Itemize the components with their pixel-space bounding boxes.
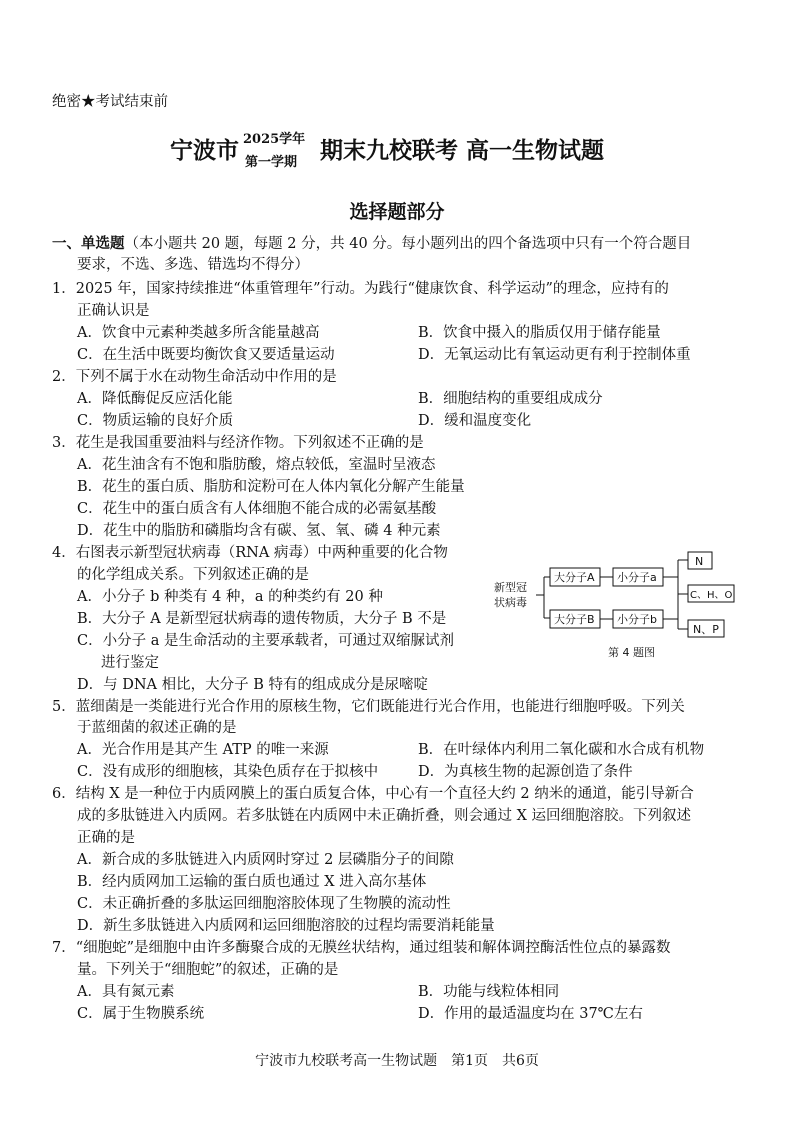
q5-option-b: B．在叶绿体内利用二氧化碳和水合成有机物 <box>418 742 705 758</box>
q6-stem-line1: 6．结构 X 是一种位于内质网膜上的蛋白质复合体，中心有一个直径大约 2 纳米的通道，能引导新合 <box>52 786 694 802</box>
q4-stem-line2: 的化学组成关系。下列叙述正确的是 <box>77 567 309 583</box>
figure-small-b-label: 小分子b <box>617 613 657 626</box>
page-footer: 宁波市九校联考高一生物试题 第1页 共6页 <box>255 1053 539 1069</box>
q7-option-b: B．功能与线粒体相同 <box>418 984 560 1000</box>
q1-option-b: B．饮食中摄入的脂质仅用于储存能量 <box>418 325 661 341</box>
q6-option-b: B．经内质网加工运输的蛋白质也通过 X 进入高尔基体 <box>77 874 427 890</box>
q3-option-c: C．花生中的蛋白质含有人体细胞不能合成的必需氨基酸 <box>77 501 437 517</box>
figure-cho-label: C、H、O <box>690 590 733 601</box>
figure-n-label: N <box>695 555 704 568</box>
q6-stem-line3: 正确的是 <box>77 830 135 846</box>
q5-option-d: D．为真核生物的起源创造了条件 <box>418 764 633 780</box>
q5-option-c: C．没有成形的细胞核，其染色质存在于拟核中 <box>77 764 379 780</box>
q1-option-a: A．饮食中元素种类越多所含能量越高 <box>77 325 320 341</box>
title-term: 第一学期 <box>245 155 298 170</box>
figure-virus-label-2: 状病毒 <box>494 596 527 609</box>
q7-option-a: A．具有氮元素 <box>77 984 175 1000</box>
figure-caption: 第 4 题图 <box>608 646 655 659</box>
title-year: 2025学年 <box>243 132 306 147</box>
q4-option-a: A．小分子 b 种类有 4 种，a 的种类约有 20 种 <box>77 589 383 605</box>
q2-option-c: C．物质运输的良好介质 <box>77 413 234 429</box>
q4-option-d: D．与 DNA 相比，大分子 B 特有的组成成分是尿嘧啶 <box>77 677 429 693</box>
figure-np-label: N、P <box>693 623 719 636</box>
q2-option-d: D．缓和温度变化 <box>418 413 532 429</box>
q5-option-a: A．光合作用是其产生 ATP 的唯一来源 <box>77 742 329 758</box>
q2-stem: 2．下列不属于水在动物生命活动中作用的是 <box>52 369 337 385</box>
instructions-line1 <box>52 234 691 254</box>
title-city: 宁波市 <box>170 138 239 164</box>
title-main: 期末九校联考 高一生物试题 <box>320 138 605 164</box>
q4-figure <box>490 544 740 662</box>
q7-stem-line1: 7．“细胞蛇”是细胞中由许多酶聚合成的无膜丝状结构，通过组装和解体调控酶活性位点的暴露数 <box>52 940 671 956</box>
figure-big-b-label: 大分子B <box>554 613 595 626</box>
exam-title <box>0 128 794 172</box>
instructions-text: （本小题共 20 题，每题 2 分，共 40 分。每小题列出的四个备选项中只有一个符合题目 <box>124 236 692 252</box>
q7-option-d: D．作用的最适温度均在 37℃左右 <box>418 1006 643 1022</box>
instructions-line2: 要求，不选、多选、错选均不得分） <box>77 257 309 273</box>
q4-option-c-line1: C．小分子 a 是生命活动的主要承载者，可通过双缩脲试剂 <box>77 633 454 649</box>
q6-stem-line2: 成的多肽链进入内质网。若多肽链在内质网中未正确折叠，则会通过 X 运回细胞溶胶。下列叙述 <box>77 808 692 824</box>
q1-stem-line2: 正确认识是 <box>77 303 150 319</box>
q4-option-b: B．大分子 A 是新型冠状病毒的遗传物质，大分子 B 不是 <box>77 611 447 627</box>
confidential-label: 绝密★考试结束前 <box>52 94 168 110</box>
q1-option-d: D．无氧运动比有氧运动更有利于控制体重 <box>418 347 691 363</box>
q3-option-a: A．花生油含有不饱和脂肪酸，熔点较低，室温时呈液态 <box>77 457 436 473</box>
q2-option-a: A．降低酶促反应活化能 <box>77 391 233 407</box>
q6-option-a: A．新合成的多肽链进入内质网时穿过 2 层磷脂分子的间隙 <box>77 852 454 868</box>
q4-option-c-line2: 进行鉴定 <box>101 655 159 671</box>
figure-virus-label-1: 新型冠 <box>494 581 527 594</box>
q5-stem-line2: 于蓝细菌的叙述正确的是 <box>77 720 237 736</box>
instructions-label: 一、单选题 <box>52 235 125 252</box>
q3-stem: 3．花生是我国重要油料与经济作物。下列叙述不正确的是 <box>52 435 424 451</box>
section-title: 选择题部分 <box>349 201 445 223</box>
q7-stem-line2: 量。下列关于“细胞蛇”的叙述，正确的是 <box>77 962 339 978</box>
figure-big-a-label: 大分子A <box>554 571 595 584</box>
q4-stem-line1: 4．右图表示新型冠状病毒（RNA 病毒）中两种重要的化合物 <box>52 545 448 561</box>
figure-small-a-label: 小分子a <box>617 571 657 584</box>
q1-stem-line1: 1．2025 年，国家持续推进“体重管理年”行动。为践行“健康饮食、科学运动”的理念，应持有的 <box>52 281 669 297</box>
q3-option-b: B．花生的蛋白质、脂肪和淀粉可在人体内氧化分解产生能量 <box>77 479 465 495</box>
q2-option-b: B．细胞结构的重要组成成分 <box>418 391 603 407</box>
q1-option-c: C．在生活中既要均衡饮食又要适量运动 <box>77 347 335 363</box>
q6-option-d: D．新生多肽链进入内质网和运回细胞溶胶的过程均需要消耗能量 <box>77 918 495 934</box>
q6-option-c: C．未正确折叠的多肽运回细胞溶胶体现了生物膜的流动性 <box>77 896 451 912</box>
q7-option-c: C．属于生物膜系统 <box>77 1006 205 1022</box>
q3-option-d: D．花生中的脂肪和磷脂均含有碳、氢、氧、磷 4 种元素 <box>77 523 441 539</box>
q5-stem-line1: 5．蓝细菌是一类能进行光合作用的原核生物，它们既能进行光合作用，也能进行细胞呼吸。下列关 <box>52 699 685 715</box>
